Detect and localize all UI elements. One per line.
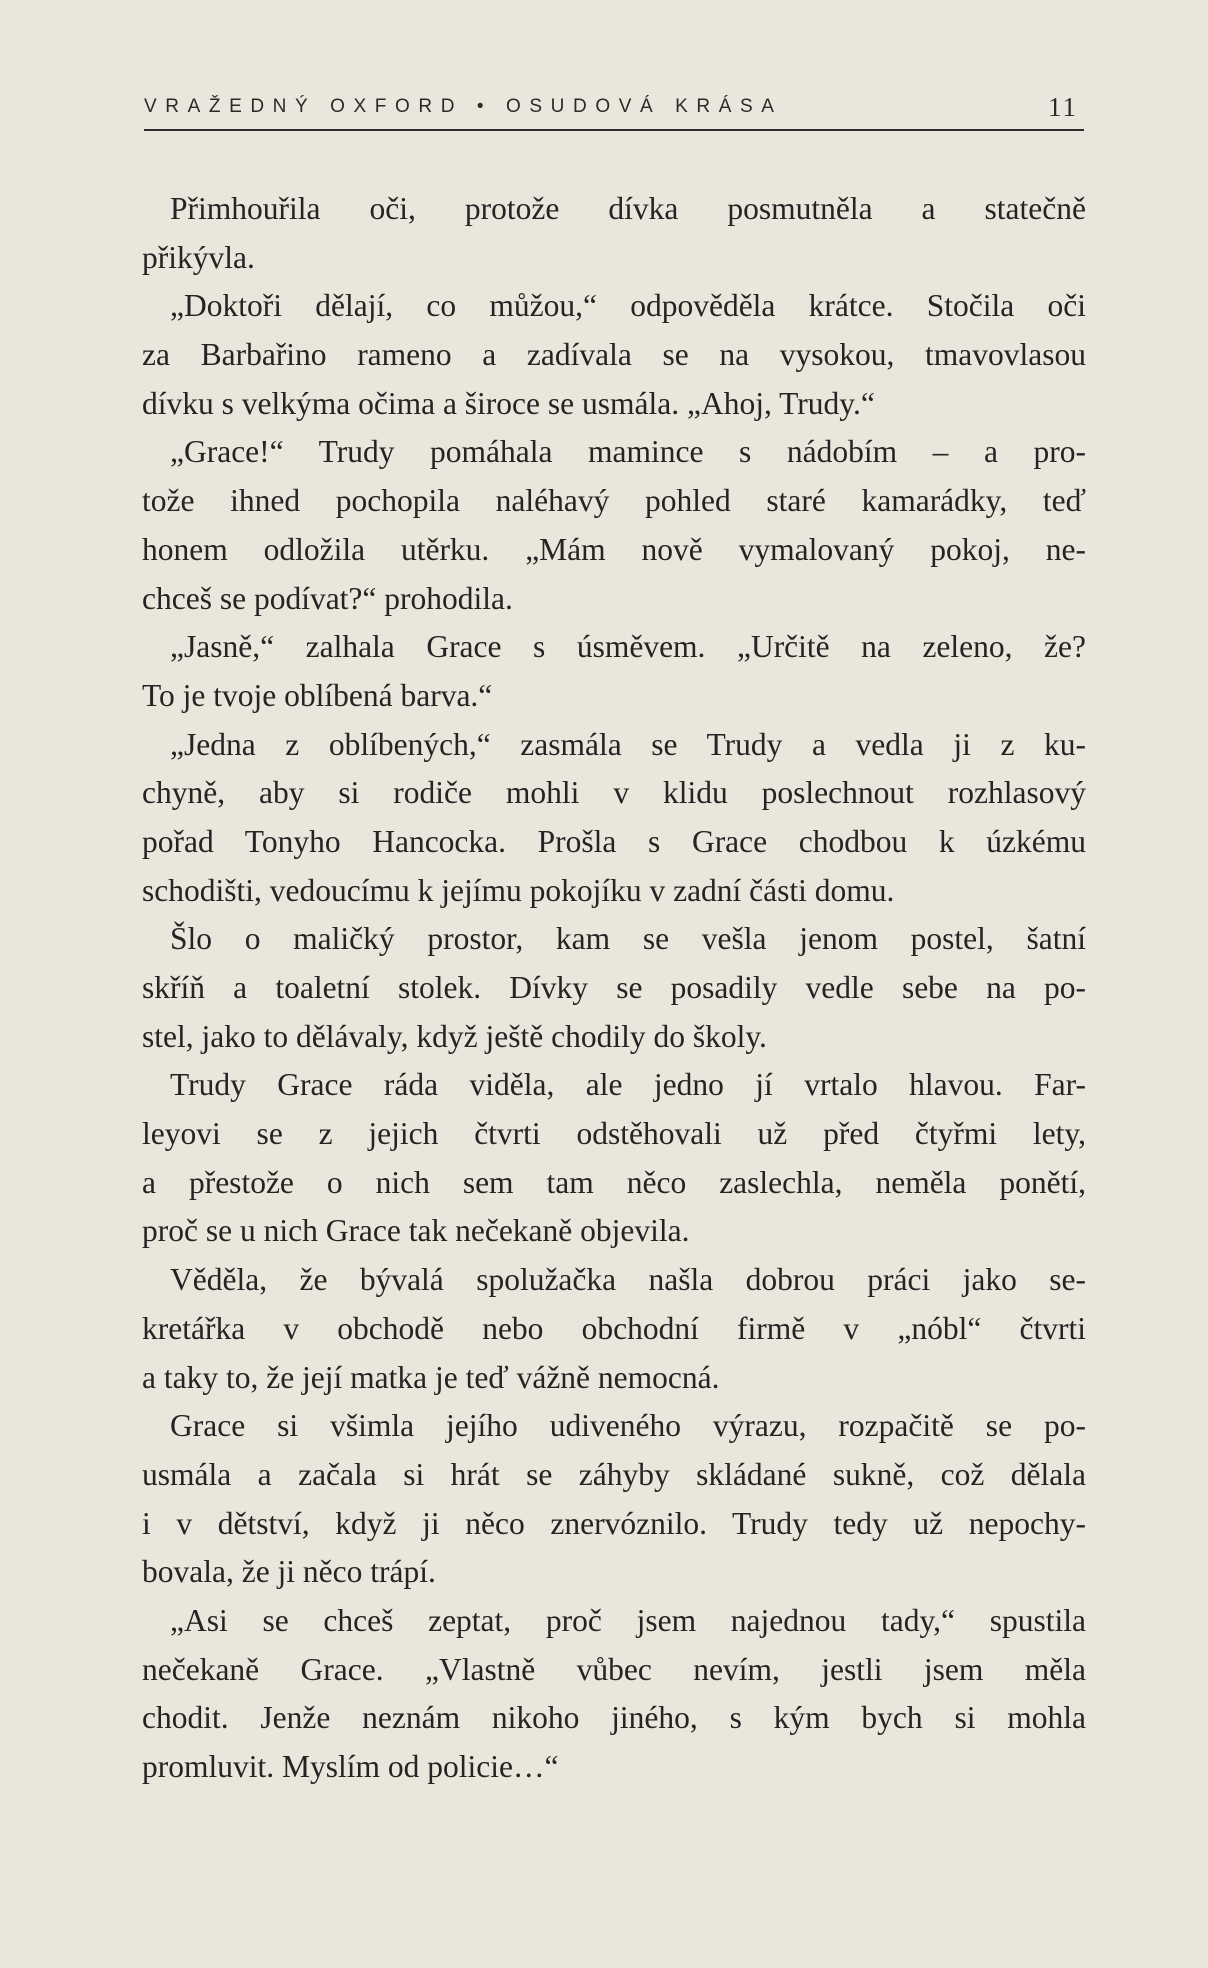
text-line: Trudy Grace ráda viděla, ale jedno jí vrtalo hlavou. Far-	[170, 1067, 1086, 1103]
text-line: „Jasně,“ zalhala Grace s úsměvem. „Určitě na zeleno, že?	[170, 629, 1086, 665]
text-line: promluvit. Myslím od policie…“	[142, 1749, 559, 1784]
page-number: 11	[1048, 92, 1078, 122]
text-line: proč se u nich Grace tak nečekaně objevila.	[142, 1213, 690, 1249]
text-line: „Doktoři dělají, co můžou,“ odpověděla krátce. Stočila oči	[170, 288, 1086, 324]
text-line: Šlo o maličký prostor, kam se vešla jenom postel, šatní	[170, 921, 1086, 957]
text-line: pořad Tonyho Hancocka. Prošla s Grace chodbou k úzkému	[142, 823, 1086, 859]
text-line: nečekaně Grace. „Vlastně vůbec nevím, jestli jsem měla	[142, 1651, 1086, 1687]
text-line: Grace si všimla jejího udiveného výrazu, rozpačitě se po-	[170, 1408, 1086, 1444]
text-line: stel, jako to dělávaly, když ještě chodily do školy.	[142, 1018, 767, 1054]
text-line: To je tvoje oblíbená barva.“	[142, 677, 493, 713]
text-line: za Barbařino rameno a zadívala se na vysokou, tmavovlasou	[142, 337, 1086, 373]
text-line: chodit. Jenže neznám nikoho jiného, s kým bych si mohla	[142, 1700, 1086, 1736]
text-line: „Asi se chceš zeptat, proč jsem najednou tady,“ spustila	[170, 1602, 1086, 1638]
text-line: schodišti, vedoucímu k jejímu pokojíku v zadní části domu.	[142, 872, 895, 908]
header-rule	[144, 129, 1084, 131]
text-line: kretářka v obchodě nebo obchodní firmě v „nóbl“ čtvrti	[142, 1310, 1086, 1346]
text-line: bovala, že ji něco trápí.	[142, 1554, 436, 1590]
text-line: skříň a toaletní stolek. Dívky se posadily vedle sebe na po-	[142, 970, 1086, 1005]
text-line: „Grace!“ Trudy pomáhala mamince s nádobím – a pro-	[170, 434, 1086, 470]
text-line: honem odložila utěrku. „Mám nově vymalovaný pokoj, ne-	[142, 531, 1086, 567]
text-line: dívku s velkýma očima a široce se usmála. „Ahoj, Trudy.“	[142, 385, 875, 421]
running-head: VRAŽEDNÝ OXFORD • OSUDOVÁ KRÁSA	[144, 96, 783, 117]
text-line: chyně, aby si rodiče mohli v klidu poslechnout rozhlasový	[142, 775, 1086, 811]
body-text	[142, 185, 1086, 1792]
page-header	[144, 92, 1084, 126]
text-line: Věděla, že bývalá spolužačka našla dobrou práci jako se-	[170, 1262, 1086, 1298]
text-line: „Jedna z oblíbených,“ zasmála se Trudy a vedla ji z ku-	[170, 726, 1086, 762]
text-line: i v dětství, když ji něco znervóznilo. Trudy tedy už nepochy-	[142, 1505, 1086, 1541]
text-line: leyovi se z jejich čtvrti odstěhovali už před čtyřmi lety,	[142, 1116, 1086, 1152]
text-line: chceš se podívat?“ prohodila.	[142, 580, 513, 616]
text-line: usmála a začala si hrát se záhyby skládané sukně, což dělala	[142, 1456, 1086, 1492]
text-line: Přimhouřila oči, protože dívka posmutněla a statečně	[170, 191, 1086, 226]
text-line: a taky to, že její matka je teď vážně nemocná.	[142, 1359, 720, 1395]
text-line: a přestože o nich sem tam něco zaslechla, neměla ponětí,	[142, 1164, 1086, 1200]
text-line: přikývla.	[142, 239, 255, 275]
text-line: tože ihned pochopila naléhavý pohled staré kamarádky, teď	[142, 483, 1086, 519]
